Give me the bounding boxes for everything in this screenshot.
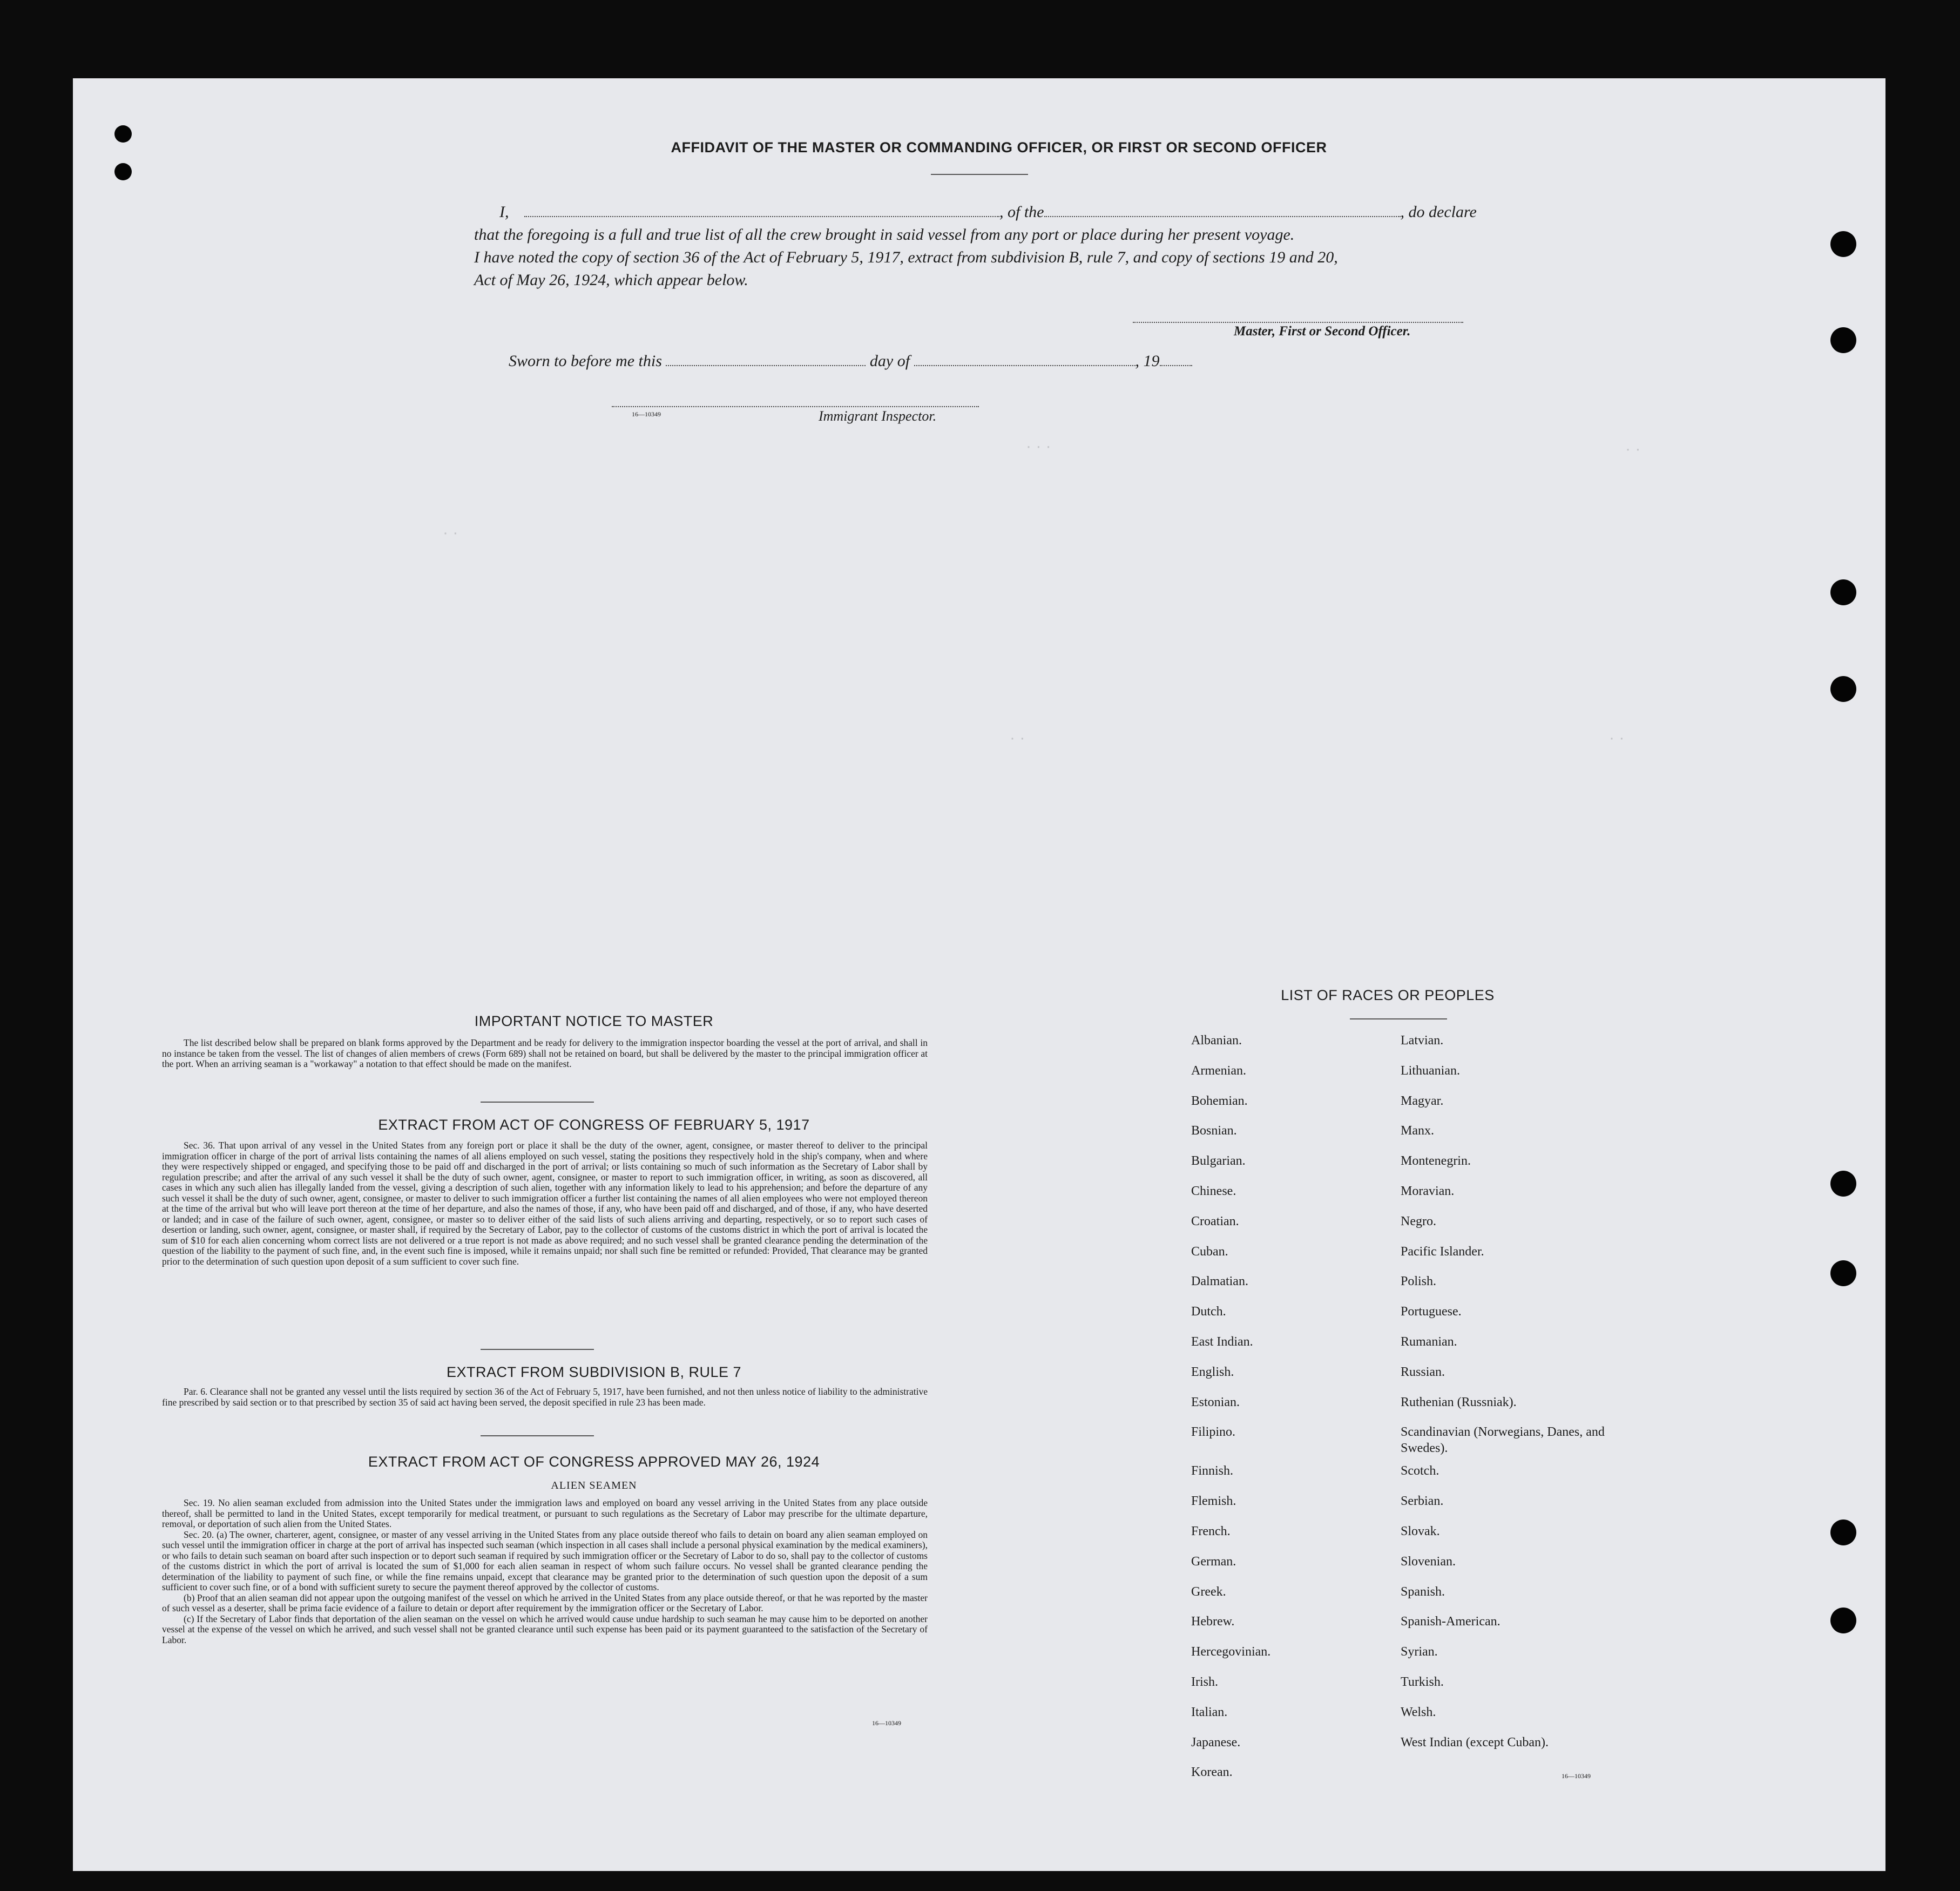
race-item: Bohemian.: [1191, 1093, 1248, 1108]
section-20c-paragraph: (c) If the Secretary of Labor finds that deportation of the alien seaman on the vessel on which he arrived would cause undue hardship to such seaman he may cause him to be deported on another vessel at the expense of the vessel on which he arrived, and such vessel shall not be granted clearance until such expense has been paid or its payment guaranteed to the satisfaction of the Secretary of Labor.: [162, 1613, 928, 1645]
declaration-declare: , do declare: [1400, 203, 1477, 221]
race-item: Serbian.: [1401, 1494, 1444, 1509]
race-item: Cuban.: [1191, 1244, 1228, 1259]
punch-hole: [1830, 579, 1856, 605]
race-item: Ruthenian (Russniak).: [1401, 1395, 1517, 1409]
section-19-paragraph: Sec. 19. No alien seaman excluded from admission into the United States under the immigration laws and employed on board any vessel arriving in the United States from any place outside thereof, shall be permitted to land in the United States, except temporarily for medical treatment, or pursuant to such regulations as the Secretary of Labor may prescribe for the ultimate departure, removal, or deportation of such alien from the United States.: [162, 1497, 928, 1529]
section-20a-paragraph: Sec. 20. (a) The owner, charterer, agent, consignee, or master of any vessel arriving in the United States from any place outside thereof who fails to detain on board any alien seaman employed on such vessel until the immigration officer in charge at the port of arrival has inspected such seaman (which inspection in all cases shall include a personal physical examination by the medical examiners), or who fails to detain such seaman on board after such inspection or to deport such seaman if required by such immigration officer or the Secretary of Labor to do so, shall pay to the collector of customs of the customs district in which the port of arrival is located the sum of $1,000 for each alien seaman in respect of whom such failure occurs. No vessel shall be granted clearance pending the determination of the liability to payment of such fine, or while the fine remains unpaid, except that clearance may be granted prior to the determination of such question upon the deposit of a sum sufficient to cover such fine, or of a bond with sufficient surety to secure the payment thereof approved by the collector of customs.: [162, 1529, 928, 1592]
race-item: Finnish.: [1191, 1464, 1234, 1478]
race-item: Montenegrin.: [1401, 1154, 1471, 1169]
sworn-month-field[interactable]: [914, 353, 1136, 366]
punch-hole: [1830, 1519, 1856, 1545]
punch-hole: [1830, 676, 1856, 702]
races-left-column: [1191, 1032, 1385, 1794]
race-item: Hebrew.: [1191, 1615, 1235, 1629]
race-item: Bulgarian.: [1191, 1154, 1246, 1169]
race-item: Manx.: [1401, 1124, 1434, 1138]
notice-heading: IMPORTANT NOTICE TO MASTER: [474, 1013, 714, 1029]
race-item: Latvian.: [1401, 1034, 1444, 1048]
race-item: Pacific Islander.: [1401, 1244, 1484, 1259]
race-item: Turkish.: [1401, 1674, 1444, 1689]
extract-rule7-text: [162, 1387, 928, 1408]
race-item: Chinese.: [1191, 1184, 1236, 1198]
race-item: Irish.: [1191, 1674, 1218, 1689]
races-heading: LIST OF RACES OR PEOPLES: [1281, 987, 1495, 1003]
divider: [481, 1349, 594, 1350]
sworn-line: [509, 350, 1319, 373]
race-item: Bosnian.: [1191, 1124, 1237, 1138]
race-item: Slovenian.: [1401, 1554, 1456, 1569]
punch-hole: [1830, 1608, 1856, 1633]
form-number: 16—10349: [632, 410, 661, 418]
declaration-line-1: [474, 201, 1484, 224]
race-item: Hercegovinian.: [1191, 1645, 1271, 1659]
race-item: Dutch.: [1191, 1305, 1226, 1319]
extract-1924-heading: EXTRACT FROM ACT OF CONGRESS APPROVED MAY 26, 1924: [368, 1454, 820, 1470]
race-item: Moravian.: [1401, 1184, 1455, 1198]
sworn-day-of: day of: [869, 352, 910, 370]
race-item: Estonian.: [1191, 1395, 1240, 1409]
punch-hole: [114, 163, 132, 180]
declaration-line-4: Act of May 26, 1924, which appear below.: [474, 271, 748, 289]
race-item: Polish.: [1401, 1274, 1437, 1289]
race-item: Dalmatian.: [1191, 1274, 1248, 1289]
name-field[interactable]: [524, 204, 999, 217]
bleed-through-mark: · · ·: [1026, 437, 1051, 455]
race-item: Portuguese.: [1401, 1305, 1462, 1319]
extract-1917-heading: EXTRACT FROM ACT OF CONGRESS OF FEBRUARY 5, 1917: [378, 1117, 810, 1133]
race-item: Albanian.: [1191, 1034, 1242, 1048]
notice-text: [162, 1038, 928, 1070]
punch-hole: [1830, 231, 1856, 257]
bleed-through-mark: · ·: [1625, 440, 1641, 458]
bleed-through-mark: · ·: [1010, 729, 1025, 747]
punch-hole: [1830, 1171, 1856, 1197]
divider: [481, 1435, 594, 1436]
race-item: Spanish-American.: [1401, 1615, 1501, 1629]
race-item: English.: [1191, 1365, 1234, 1379]
inspector-signature-label: Immigrant Inspector.: [819, 408, 937, 424]
race-item: West Indian (except Cuban).: [1401, 1735, 1549, 1750]
race-item: Greek.: [1191, 1584, 1226, 1599]
race-item: Scandinavian (Norwegians, Danes, and Swedes).: [1401, 1425, 1605, 1456]
race-item: Italian.: [1191, 1705, 1228, 1719]
race-item: Russian.: [1401, 1365, 1445, 1379]
sworn-day-field[interactable]: [666, 353, 866, 366]
declaration-line-3: I have noted the copy of section 36 of the Act of February 5, 1917, extract from subdivision B, rule 7, and copy of sections 19 and 20,: [474, 248, 1338, 266]
races-right-column: [1401, 1032, 1627, 1764]
form-number: 16—10349: [872, 1719, 901, 1727]
sworn-year: , 19: [1135, 352, 1160, 370]
sworn-prefix: Sworn to before me this: [509, 352, 662, 370]
race-item: Syrian.: [1401, 1645, 1438, 1659]
extract-1924-text: [162, 1498, 928, 1645]
race-item: East Indian.: [1191, 1334, 1253, 1349]
declaration-i: I,: [499, 203, 509, 221]
race-item: Lithuanian.: [1401, 1063, 1460, 1078]
extract-rule7-heading: EXTRACT FROM SUBDIVISION B, RULE 7: [446, 1364, 742, 1380]
race-item: Japanese.: [1191, 1735, 1241, 1750]
race-item: Welsh.: [1401, 1705, 1436, 1719]
declaration-line-2: that the foregoing is a full and true list of all the crew brought in said vessel from any port or place during her present voyage.: [474, 226, 1295, 244]
punch-hole: [1830, 1260, 1856, 1286]
declaration-of-the: , of the: [999, 203, 1044, 221]
bleed-through-mark: · ·: [443, 524, 458, 542]
race-item: Croatian.: [1191, 1214, 1239, 1228]
race-item: Flemish.: [1191, 1494, 1236, 1509]
race-item: Spanish.: [1401, 1584, 1445, 1599]
section-36-paragraph: Sec. 36. That upon arrival of any vessel in the United States from any foreign port or place it shall be the duty of the owner, agent, consignee, or master thereof to deliver to the principal immigration officer in charge of the port of arrival lists containing the names of all aliens employed on such vessel, stating the positions they respectively hold in the ship's company, when and where they were respectively shipped or engaged, and specifying those to be paid off and discharged in the port of arrival; or lists containing so much of such information as the Secretary of Labor shall by regulation prescribe; and after the arrival of any such vessel it shall be the duty of such owner, agent, consignee, or master to report to such immigration officer, in writing, as soon as discovered, all cases in which any such alien has illegally landed from the vessel, giving a description of such alien, together with any information likely to lead to his apprehension; and before the departure of any such vessel it shall be the duty of such owner, agent, consignee, or master to deliver to such immigration officer a further list containing the names of all alien employees who were not employed thereon at the time of the arrival but who will leave port thereon at the time of her departure, and also the names of those, if any, who have been paid off and discharged, and of those, if any, who have deserted or landed; and in case of the failure of such owner, agent, consignee, or master so to deliver either of the said lists of such aliens arriving and departing, respectively, or so to report such cases of desertion or landing, such owner, agent, consignee, or master shall, if required by the Secretary of Labor, pay to the collector of customs of the customs district in which the port of arrival is located the sum of $10 for each alien concerning whom correct lists are not delivered or a true report is not made as above required; and no such vessel shall be granted clearance pending the determination of the question of the liability to the payment of such fine, and, in the event such fine is imposed, while it remains unpaid; nor shall such fine be remitted or refunded: Provided, That clearance may be granted prior to the determination of such question upon deposit of a sum sufficient to cover such fine.: [162, 1140, 928, 1267]
race-item: Negro.: [1401, 1214, 1436, 1228]
divider: [481, 1102, 594, 1103]
punch-hole: [1830, 327, 1856, 353]
race-item: Filipino.: [1191, 1425, 1236, 1440]
alien-seamen-subheading: ALIEN SEAMEN: [551, 1480, 637, 1491]
race-item: Armenian.: [1191, 1063, 1246, 1078]
race-item: Slovak.: [1401, 1524, 1440, 1538]
master-signature-label: Master, First or Second Officer.: [1234, 324, 1411, 339]
form-number: 16—10349: [1562, 1772, 1591, 1780]
race-item: Scotch.: [1401, 1464, 1439, 1478]
race-item: Rumanian.: [1401, 1334, 1457, 1349]
race-item: French.: [1191, 1524, 1231, 1538]
race-item: German.: [1191, 1554, 1236, 1569]
race-item: Magyar.: [1401, 1093, 1444, 1108]
divider: [931, 174, 1028, 175]
rule7-paragraph: Par. 6. Clearance shall not be granted any vessel until the lists required by section 36 of the Act of February 5, 1917, have been furnished, and not then unless notice of liability to the administrative fine prescribed by said section or to that prescribed by section 35 of said act having been served, the deposit specified in rule 23 has been made.: [162, 1386, 928, 1408]
extract-1917-text: [162, 1140, 928, 1267]
bleed-through-mark: · ·: [1609, 729, 1625, 747]
race-item: Korean.: [1191, 1765, 1233, 1780]
sworn-year-field[interactable]: [1160, 353, 1192, 366]
divider: [1350, 1018, 1447, 1019]
notice-paragraph: The list described below shall be prepared on blank forms approved by the Department and be ready for delivery to the immigration inspector boarding the vessel at the port of arrival, and shall in no instance be taken from the vessel. The list of changes of alien members of crews (Form 689) shall not be retained on board, but shall be delivered by the master to the principal immigration officer at the port. When an arriving seaman is a "workaway" a notation to that effect should be made on the manifest.: [162, 1037, 928, 1069]
section-20b-paragraph: (b) Proof that an alien seaman did not appear upon the outgoing manifest of the vessel on which he arrived in the United States from any place outside thereof, or that he was reported by the master of such vessel as a deserter, shall be prima facie evidence of a failure to detain or deport after requirement by the immigration officer or the Secretary of Labor.: [162, 1592, 928, 1613]
affidavit-title: AFFIDAVIT OF THE MASTER OR COMMANDING OFFICER, OR FIRST OR SECOND OFFICER: [671, 139, 1327, 156]
vessel-name-field[interactable]: [1044, 204, 1401, 217]
punch-hole: [114, 125, 132, 143]
